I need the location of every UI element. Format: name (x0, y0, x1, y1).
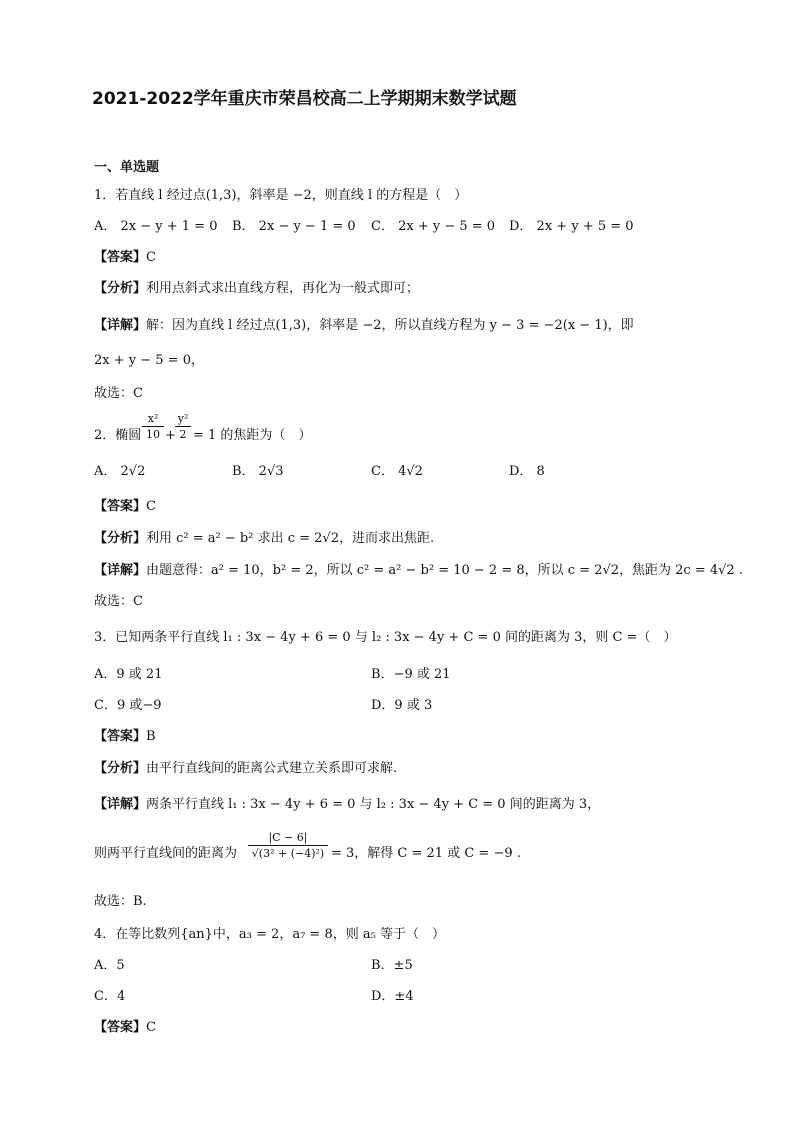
q1-option-d: D． 2x + y + 5 = 0 (509, 219, 634, 234)
q1-option-b: B． 2x − y − 1 = 0 (232, 219, 356, 234)
q3-option-b: B．−9 或 21 (371, 667, 451, 682)
q1-stem: 1．若直线 l 经过点(1,3)，斜率是 −2，则直线 l 的方程是（ ） (94, 188, 468, 203)
q2-option-d: D． 8 (509, 464, 545, 479)
q2-stem-post: = 1 的焦距为（ ） (193, 428, 312, 443)
q2-option-c: C． 4√2 (371, 464, 423, 479)
q4-answer-line (94, 1020, 156, 1036)
q1-option-c: C． 2x + y − 5 = 0 (371, 219, 496, 234)
q2-answer-line (94, 499, 156, 515)
q1-detail-line (94, 318, 634, 334)
q3-distance-fraction (248, 831, 328, 860)
q2-frac1-num: x² (147, 412, 159, 425)
q3-answer: B (146, 729, 156, 744)
section-heading: 一、单选题 (94, 160, 160, 175)
q2-choose: 故选：C (94, 594, 143, 609)
q2-option-a: A． 2√2 (94, 464, 146, 479)
q4-option-c: C．4 (94, 989, 126, 1004)
q2-plus: + (165, 428, 176, 443)
detail-tag: 【详解】 (94, 797, 147, 812)
analysis-tag: 【分析】 (94, 281, 147, 296)
q1-option-a: A． 2x − y + 1 = 0 (94, 219, 218, 234)
q3-analysis: 由平行直线间的距离公式建立关系即可求解. (146, 761, 398, 776)
q2-stem-pre: 2．椭圆 (94, 428, 142, 443)
q4-option-a: A．5 (94, 958, 125, 973)
q3-stem: 3．已知两条平行直线 l₁ : 3x − 4y + 6 = 0 与 l₂ : 3x − 4y + C = 0 间的距离为 3，则 C =（ ） (94, 630, 677, 645)
answer-tag: 【答案】 (94, 729, 147, 744)
analysis-tag: 【分析】 (94, 761, 147, 776)
q4-option-d: D．±4 (371, 989, 414, 1004)
fraction-bar (175, 426, 191, 427)
q2-detail-line (94, 563, 743, 579)
q2-option-b: B． 2√3 (232, 464, 284, 479)
q1-analysis: 利用点斜式求出直线方程，再化为一般式即可； (146, 281, 420, 296)
q2-frac1-den: 10 (146, 428, 160, 441)
q3-option-a: A．9 或 21 (94, 667, 163, 682)
answer-tag: 【答案】 (94, 250, 147, 265)
q2-analysis: 利用 c² = a² − b² 求出 c = 2√2，进而求出焦距. (146, 531, 435, 546)
q1-detail-continued: 2x + y − 5 = 0， (94, 353, 204, 368)
q1-answer-line (94, 250, 156, 266)
q2-answer: C (146, 499, 156, 514)
q4-stem: 4．在等比数列{an}中，a₃ = 2，a₇ = 8，则 a₅ 等于（ ） (94, 927, 445, 942)
q3-detail-post: = 3，解得 C = 21 或 C = −9 . (331, 846, 521, 861)
q2-frac2-num: y² (177, 412, 189, 425)
q3-frac-den: √(3² + (−4)²) (251, 847, 325, 860)
q3-option-d: D．9 或 3 (371, 698, 433, 713)
q1-answer: C (146, 250, 156, 265)
q3-choose: 故选：B. (94, 894, 147, 909)
detail-tag: 【详解】 (94, 563, 147, 578)
q3-detail-pre: 则两平行直线间的距离为 (94, 846, 238, 861)
q1-choose: 故选：C (94, 386, 143, 401)
q2-frac2-den: 2 (179, 428, 187, 441)
answer-tag: 【答案】 (94, 499, 147, 514)
q3-detail-line (94, 797, 600, 813)
q1-analysis-line (94, 281, 419, 297)
fraction-bar (142, 426, 164, 427)
detail-tag: 【详解】 (94, 318, 147, 333)
q2-fraction-x (142, 412, 164, 441)
q2-analysis-line (94, 531, 434, 547)
q4-answer: C (146, 1020, 156, 1035)
q4-option-b: B．±5 (371, 958, 413, 973)
answer-tag: 【答案】 (94, 1020, 147, 1035)
q3-detail: 两条平行直线 l₁ : 3x − 4y + 6 = 0 与 l₂ : 3x − 4y + C = 0 间的距离为 3， (146, 797, 601, 812)
q3-option-c: C．9 或−9 (94, 698, 162, 713)
q3-answer-line (94, 729, 156, 745)
q3-analysis-line (94, 761, 397, 777)
page-title: 2021-2022学年重庆市荣昌校高二上学期期末数学试题 (92, 89, 517, 109)
q2-fraction-y (175, 412, 191, 441)
analysis-tag: 【分析】 (94, 531, 147, 546)
fraction-bar (248, 845, 328, 846)
q3-frac-num: |C − 6| (268, 831, 308, 844)
q1-detail: 解：因为直线 l 经过点(1,3)，斜率是 −2，所以直线方程为 y − 3 = −2(x − 1)，即 (146, 318, 634, 333)
q2-detail: 由题意得：a² = 10，b² = 2，所以 c² = a² − b² = 10 − 2 = 8，所以 c = 2√2，焦距为 2c = 4√2 . (146, 563, 743, 578)
